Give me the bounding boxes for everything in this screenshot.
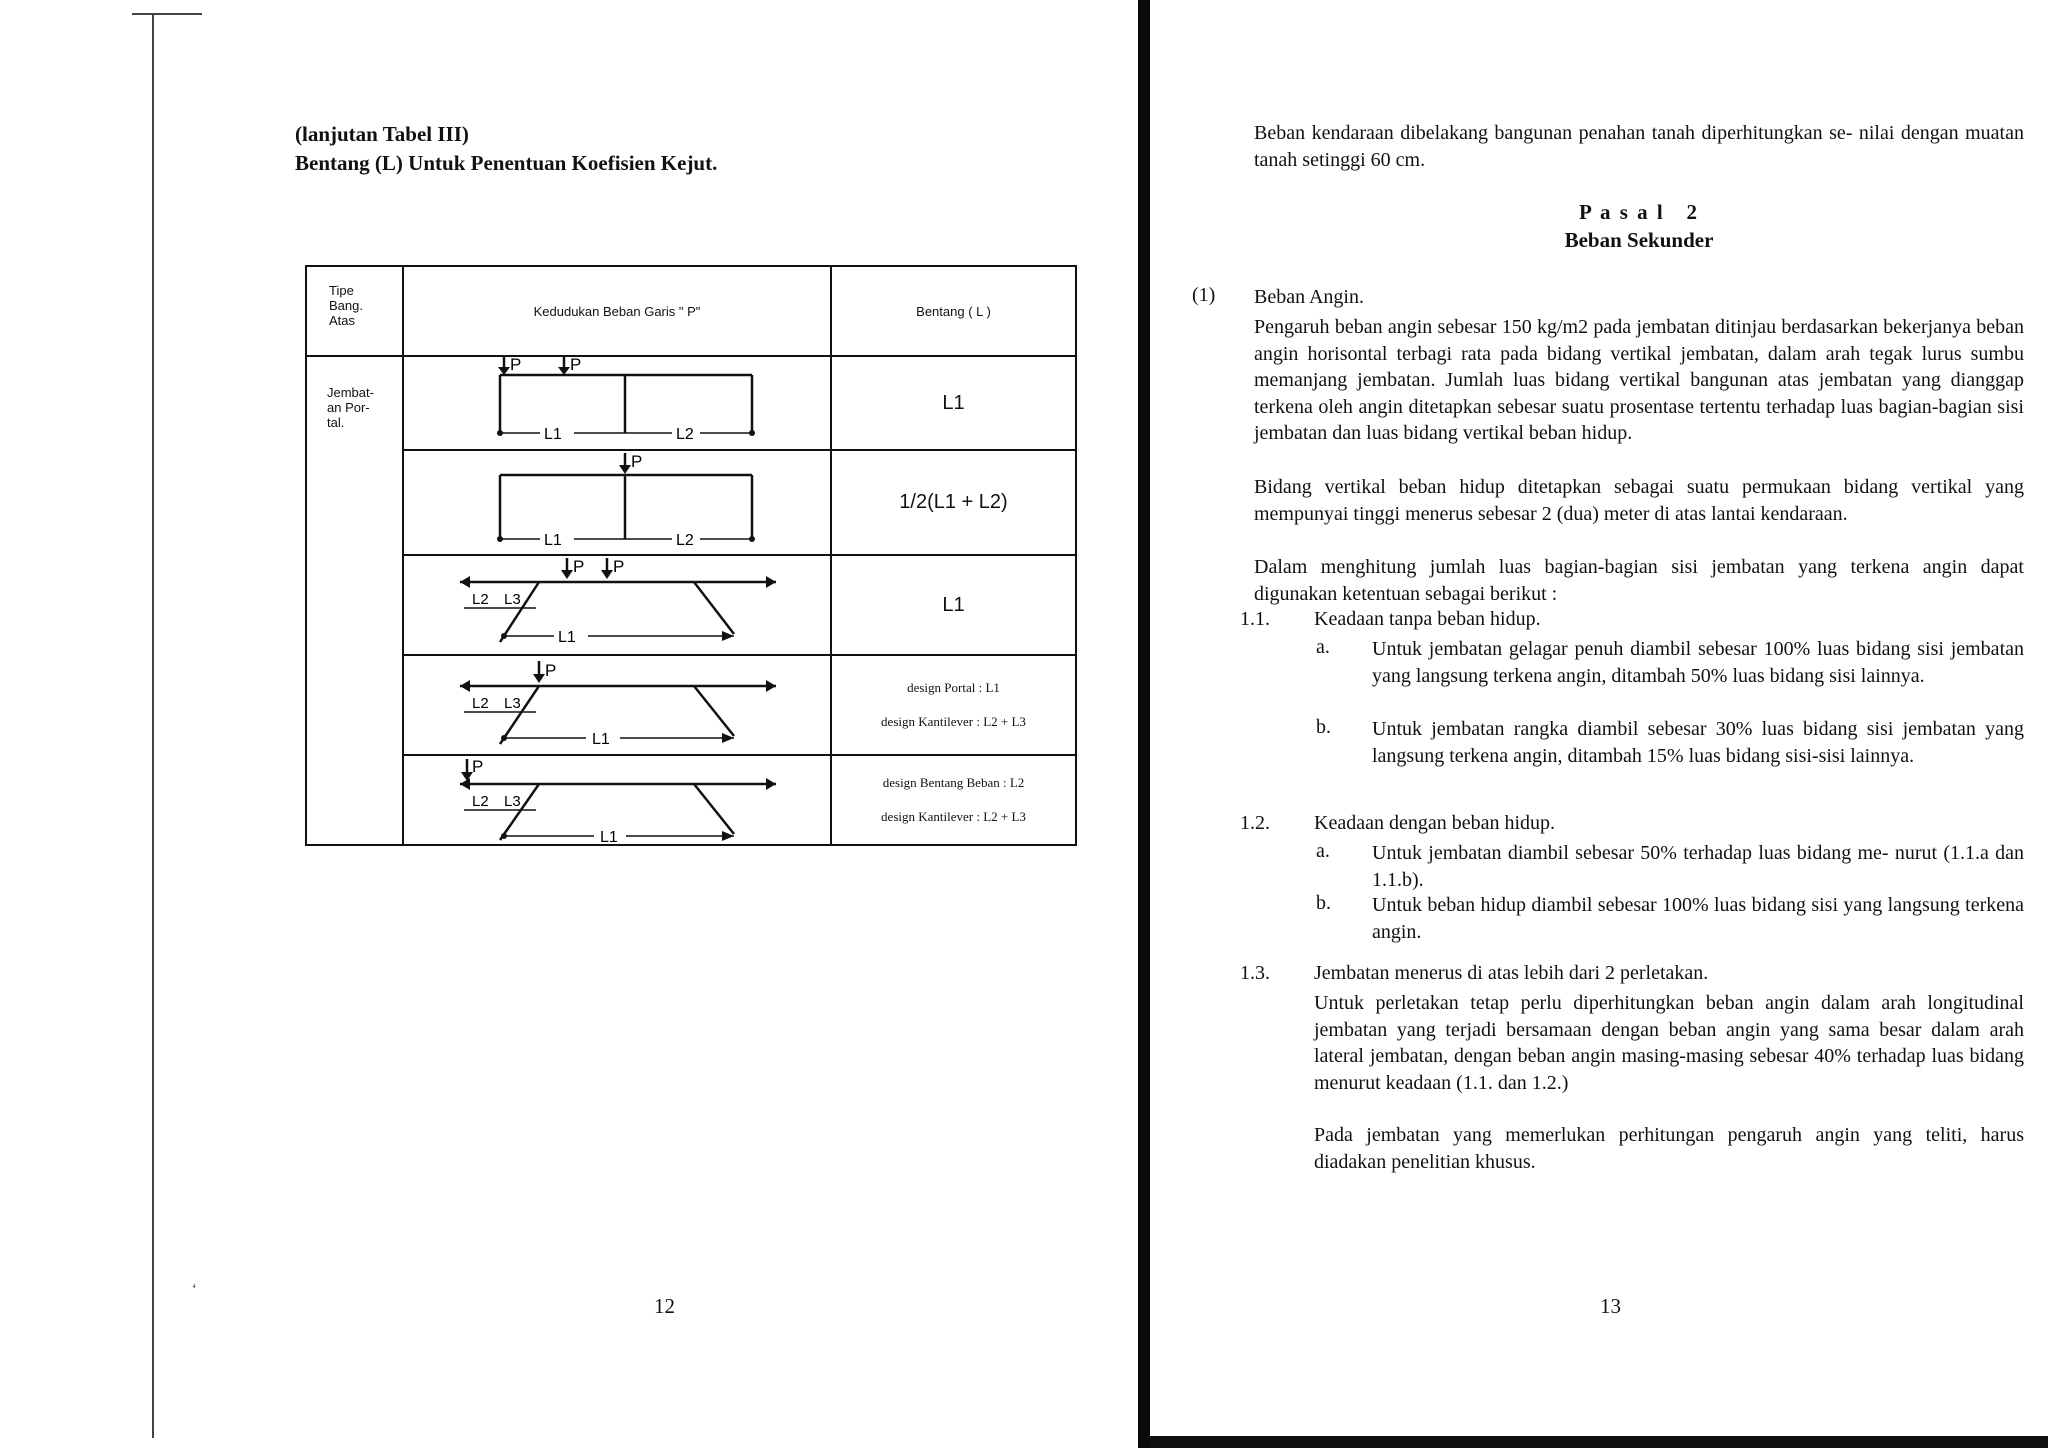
page-border	[152, 13, 154, 1438]
portal-two-span-two-loads-diagram	[404, 357, 830, 449]
item-title: Beban Angin.	[1254, 286, 1364, 308]
portal-cantilever-load-at-pier-diagram	[404, 656, 830, 754]
l1-label: L1	[544, 532, 562, 549]
subsection-title: Keadaan dengan beban hidup.	[1314, 812, 1556, 834]
table-title: Bentang (L) Untuk Penentuan Koefisien Kejut.	[295, 151, 718, 175]
paragraph-area-rules: Dalam menghitung jumlah luas bagian-bagian sisi jembatan yang terkena angin dapat digunakan ketentuan sebagai berikut :	[1254, 556, 2024, 605]
subsection-number: 1.2.	[1240, 812, 1270, 834]
table-header-row	[306, 266, 1076, 356]
table-row	[306, 655, 1076, 755]
subsection-title: Keadaan tanpa beban hidup.	[1314, 608, 1541, 630]
span-cell-2: 1/2(L1 + L2)	[831, 450, 1076, 555]
diagram-cell-1	[403, 356, 831, 450]
paragraph-continuous-bridge: Untuk perletakan tetap perlu diperhitungkan beban angin dalam arah longitudinal jembatan yang terjadi bersamaan dengan beban angin yang sama besar dalam arah lateral jembatan, dengan beban angin masing-masing sebesar 40% terhadap luas bidang menurut keadaan (1.1. dan 1.2.)	[1314, 992, 2024, 1094]
item-number: (1)	[1192, 284, 1216, 306]
table-row	[306, 555, 1076, 655]
p-label: P	[631, 452, 643, 471]
subsection-number: 1.3.	[1240, 962, 1270, 984]
scan-edge	[1150, 1436, 2048, 1448]
l1-label: L1	[592, 731, 610, 748]
l3-label: L3	[504, 695, 521, 712]
span-cell-1: L1	[831, 356, 1076, 450]
span-cell-5: design Bentang Beban : L2 design Kantilever : L2 + L3	[831, 755, 1076, 845]
page-border-top	[132, 13, 202, 15]
section-title: P a s a l 2	[1579, 200, 1699, 224]
table-row	[306, 450, 1076, 555]
type-cell: Jembat- an Por- tal.	[306, 356, 403, 845]
l2-label: L2	[472, 591, 489, 608]
table-row	[306, 356, 1076, 450]
scan-mark: ‘	[192, 1282, 197, 1297]
header-span: Bentang ( L )	[831, 266, 1076, 356]
p-label: P	[510, 357, 522, 374]
book-spine	[1138, 0, 1150, 1448]
portal-cantilever-two-loads-diagram	[404, 556, 830, 654]
section-subtitle: Beban Sekunder	[1564, 228, 1714, 252]
paragraph-wind-load: Pengaruh beban angin sebesar 150 kg/m2 pada jembatan ditinjau berdasarkan bekerjanya beban angin horisontal terbagi rata pada bidang vertikal jembatan, dalam arah tegak lurus sumbu memanjang jembatan. Jumlah luas bidang vertikal bangunan atas jembatan yang dianggap terkena oleh angin ditetapkan sebesar suatu prosentase tertentu terhadap luas bagian-bagian sisi jembatan dan luas bidang vertikal beban hidup.	[1254, 316, 2024, 444]
table-row	[306, 755, 1076, 845]
l3-label: L3	[504, 793, 521, 810]
diagram-cell-5	[403, 755, 831, 845]
diagram-cell-2	[403, 450, 831, 555]
page-number-left: 12	[654, 1294, 675, 1318]
l3-label: L3	[504, 591, 521, 608]
paragraph-special-study: Pada jembatan yang memerlukan perhitungan pengaruh angin yang teliti, harus diadakan penelitian khusus.	[1314, 1124, 2024, 1173]
header-type: Tipe Bang. Atas	[306, 266, 403, 356]
list-item: Untuk jembatan diambil sebesar 50% terhadap luas bidang me- nurut (1.1.a dan 1.1.b).	[1372, 842, 2024, 891]
l1-label: L1	[558, 629, 576, 646]
table-continuation-label: (lanjutan Tabel III)	[295, 122, 469, 146]
list-marker: a.	[1316, 840, 1330, 862]
subsection-title: Jembatan menerus di atas lebih dari 2 perletakan.	[1314, 962, 1709, 984]
l2-label: L2	[472, 695, 489, 712]
list-item: Untuk jembatan rangka diambil sebesar 30% luas bidang sisi jembatan yang langsung terkena angin, ditambah 15% luas bidang sisi-sisi lainnya.	[1372, 718, 2024, 767]
p-label: P	[573, 557, 585, 576]
subsection-number: 1.1.	[1240, 608, 1270, 630]
diagram-cell-4	[403, 655, 831, 755]
list-marker: b.	[1316, 716, 1331, 738]
page-number-right: 13	[1600, 1294, 1621, 1318]
paragraph-live-load-plane: Bidang vertikal beban hidup ditetapkan sebagai suatu permukaan bidang vertikal yang mempunyai tinggi menerus sebesar 2 (dua) meter di atas lantai kendaraan.	[1254, 476, 2024, 525]
portal-two-span-one-load-diagram	[404, 451, 830, 554]
list-marker: a.	[1316, 636, 1330, 658]
list-item: Untuk beban hidup diambil sebesar 100% luas bidang sisi yang langsung terkena angin.	[1372, 894, 2024, 943]
l2-label: L2	[676, 426, 694, 443]
l1-label: L1	[544, 426, 562, 443]
intro-paragraph: Beban kendaraan dibelakang bangunan penahan tanah diperhitungkan se- nilai dengan muatan tanah setinggi 60 cm.	[1254, 122, 2024, 171]
p-label: P	[472, 757, 484, 776]
diagram-cell-3	[403, 555, 831, 655]
header-position: Kedudukan Beban Garis " P"	[403, 266, 831, 356]
list-marker: b.	[1316, 892, 1331, 914]
p-label: P	[570, 357, 582, 374]
list-item: Untuk jembatan gelagar penuh diambil sebesar 100% luas bidang sisi jembatan yang langsung terkena angin, ditambah 50% luas bidang sisi lainnya.	[1372, 638, 2024, 687]
l2-label: L2	[472, 793, 489, 810]
span-cell-4: design Portal : L1 design Kantilever : L2 + L3	[831, 655, 1076, 755]
p-label: P	[545, 661, 557, 680]
portal-cantilever-load-at-tip-diagram	[404, 756, 830, 844]
l2-label: L2	[676, 532, 694, 549]
span-table	[305, 265, 1077, 846]
span-cell-3: L1	[831, 555, 1076, 655]
l1-label: L1	[600, 829, 618, 844]
p-label: P	[613, 557, 625, 576]
